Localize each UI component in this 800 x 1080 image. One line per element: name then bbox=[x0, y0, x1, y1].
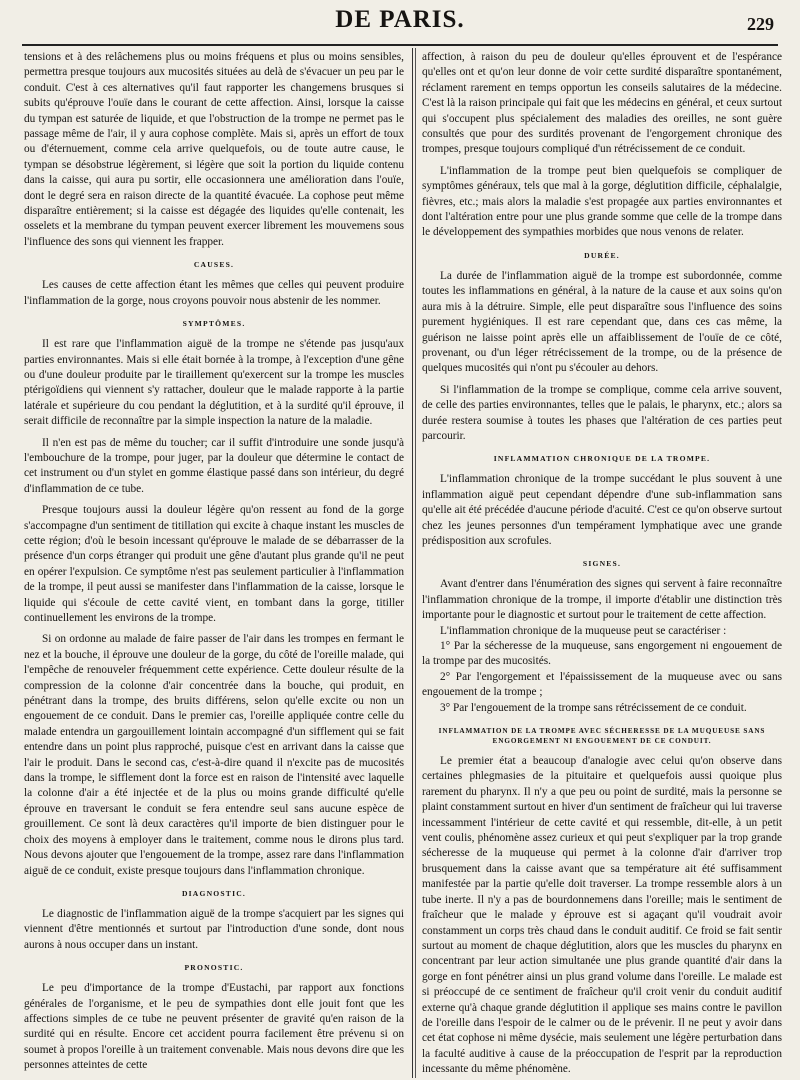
paragraph: Si l'inflammation de la trompe se complique, comme cela arrive souvent, de celle des parties environnantes, telles que le palais, le pharynx, etc.; alors sa durée restera soumise à toutes les phases que l'altération de ces parties peut parcourir. bbox=[422, 383, 782, 442]
right-column bbox=[422, 50, 782, 1078]
paragraph: Avant d'entrer dans l'énumération des signes qui servent à faire reconnaître l'inflammation chronique de la trompe, il importe d'établir une distinction très importante pour le diagnostic et surtout pour le traitement de cette affection. bbox=[422, 578, 782, 622]
paragraph: affection, à raison du peu de douleur qu'elles éprouvent et de l'espérance qu'elles ont et qu'on leur donne de voir cette surdité disparaître spontanément, réclament rarement en temps opportun les conseils salutaires de la médecine. C'est là la raison principale qui fait que les médecins en général, et ceux surtout qui s'occupent plus spécialement des maladies des oreilles, ne sont guère consultés que pour des surdités provenant de l'engorgement chronique des trompes, presque toujours compliqué d'un rétrécissement de ce conduit. bbox=[422, 51, 782, 156]
paragraph: Si on ordonne au malade de faire passer de l'air dans les trompes en fermant le nez et la bouche, il éprouve une douleur de la gorge, du côté de l'oreille malade, qui l'empêche de renouveler fréquemment cette expérience. Cette douleur résulte de la compression de la colonne d'air concentrée dans la bouche, qui produit, en pénétrant dans la trompe, des bruits différens, selon qu'elle excite ou non un engouement de ce conduit. Dans le premier cas, l'oreille appliquée contre celle du malade entendra un gargouillement lointain accompagné d'un sifflement qui se fait entendre dans un point plus rapproché, puisque c'est en arrivant dans la caisse que l'air le produit. Dans le second cas, c'est-à-dire quand il n'excite pas de mucosités dans la trompe, le sifflement dont la force est en raison de l'intensité avec laquelle la colonne d'air a été injectée et de la plus ou moins grande difficulté qu'elle éprouve en traversant le conduit se fera entendre seul sans aucune espèce de grouillement. Ce sont là deux caractères qu'il importe de bien distinguer pour le choix des moyens à employer dans le traitement, comme nous le dirons plus tard. Nous devons ajouter que l'engouement de la trompe, assez rare dans l'inflammation aiguë de ce conduit, existe presque toujours dans l'inflammation chronique. bbox=[24, 633, 404, 877]
paragraph: L'inflammation de la trompe peut bien quelquefois se compliquer de symptômes généraux, tels que mal à la gorge, déglutition difficile, céphalalgie, fièvres, etc.; mais alors la maladie s'est propagée aux parties environnantes et dont l'altération entre pour une plus grande somme que celle de la trompe dans le développement des sympathies morbides que nous venons de relater. bbox=[422, 164, 782, 239]
paragraph: Le diagnostic de l'inflammation aiguë de la trompe s'acquiert par les signes qui viennent d'être mentionnés et surtout par l'introduction d'une sonde, dont nous aurons à nous occuper dans un instant. bbox=[24, 907, 404, 951]
paragraph: Il n'en est pas de même du toucher; car il suffit d'introduire une sonde jusqu'à l'embouchure de la trompe, pour juger, par la douleur que détermine le contact de cet instrument ou d'un stylet en gomme élastique passé dans son intérieur, du degré d'inflammation de ce tube. bbox=[24, 436, 404, 495]
paragraph: La durée de l'inflammation aiguë de la trompe est subordonnée, comme toutes les inflammations en général, à la nature de la cause et aux soins qu'on aura mis à la détruire. Simple, elle peut disparaître sous l'influence des soins purement hygiéniques. Il est rare cependant que, dans ces cas même, la guérison ne laisse point après elle un affaiblissement de l'ouïe de ce côté, provenant, ou d'un léger rétrécissement de la trompe, ou de la présence de quelques mucosités qui n'ont pu s'écouler au dehors. bbox=[422, 269, 782, 375]
paragraph: Les causes de cette affection étant les mêmes que celles qui peuvent produire l'inflammation de la gorge, nous croyons pouvoir nous abstenir de les nommer. bbox=[24, 279, 404, 307]
section-heading-symptomes: SYMPTÔMES. bbox=[182, 319, 246, 329]
section-heading-pronostic: PRONOSTIC. bbox=[184, 963, 244, 973]
section-heading-duree: DURÉE. bbox=[584, 250, 620, 260]
list-item: 2° Par l'engorgement et l'épaississement de la muqueuse avec ou sans engouement de la trompe ; bbox=[422, 670, 782, 699]
list-item: 1° Par la sécheresse de la muqueuse, sans engorgement ni engouement de la trompe par des mucosités. bbox=[422, 640, 782, 668]
section-heading-diagnostic: DIAGNOSTIC. bbox=[181, 888, 247, 898]
section-heading-inflammation-chronique: INFLAMMATION CHRONIQUE DE LA TROMPE. bbox=[493, 454, 711, 464]
column-divider bbox=[412, 48, 413, 1078]
list-item: 3° Par l'engouement de la trompe sans rétrécissement de ce conduit. bbox=[440, 701, 747, 714]
paragraph: L'inflammation chronique de la trompe succédant le plus souvent à une inflammation aiguë peut cependant dépendre d'une sub-inflammation sans qu'elle ait été précédée d'aucune période d'acuité. C'est ce qu'on observe surtout chez les jeunes personnes d'un tempérament lymphatique avec une grande prédisposition aux scrofules. bbox=[422, 473, 782, 547]
paragraph: Presque toujours aussi la douleur légère qu'on ressent au fond de la gorge s'accompagne d'un sentiment de titillation qui excite à chaque instant les muscles de cette région; d'où le besoin incessant qu'éprouve le malade de se débarrasser de la présence d'un corps étranger qui produit une gêne d'autant plus grande qu'il ne peut en opérer l'expulsion. Ce symptôme n'est pas seulement particulier à l'inflammation de la trompe, il peut aussi se manifester dans l'inflammation de la caisse, lorsque le liquide qui s'écoule de cette cavité vient, en tombant dans la gorge, titiller continuellement les environs de la trompe. bbox=[24, 504, 404, 624]
left-column bbox=[24, 50, 404, 1078]
paragraph: Le peu d'importance de la trompe d'Eustachi, par rapport aux fonctions générales de l'organisme, et le peu de sympathies dont elle jouit font que les affections simples de ce tube ne peuvent présenter de gravité qu'en raison de la surdité qui en résulte. Encore cet accident pourra facilement être prévenu si on soumet à propos l'oreille à un traitement convenable. Mais nous devons dire que les personnes atteintes de cette bbox=[24, 982, 404, 1072]
page-number: 229 bbox=[747, 14, 774, 34]
section-heading-secheresse: INFLAMMATION DE LA TROMPE AVEC SÉCHERESSE DE LA MUQUEUSE SANS ENGORGEMENT NI ENGOUEMENT DE CE CONDUIT. bbox=[438, 727, 766, 746]
running-title: DE PARIS. bbox=[335, 6, 465, 33]
paragraph: Il est rare que l'inflammation aiguë de la trompe ne s'étende pas jusqu'aux parties environnantes. Mais si elle était bornée à la trompe, à l'exception d'une gêne ou d'une douleur produite par le tiraillement qu'exercent sur la trompe les muscles ptérigoïdiens qui viennent s'y rattacher, douleur que le malade rapporte à la partie latérale et supérieure du cou pendant la déglutition, et à la surdité qu'il éprouve, il serait difficile de reconnaître par la simple inspection la nature de la maladie. bbox=[24, 338, 404, 428]
page-header bbox=[0, 0, 800, 46]
header-rule bbox=[22, 44, 778, 46]
section-heading-signes: SIGNES. bbox=[582, 559, 622, 569]
paragraph: L'inflammation chronique de la muqueuse peut se caractériser : bbox=[440, 624, 727, 637]
section-heading-causes: CAUSES. bbox=[193, 260, 235, 270]
paragraph: Le premier état a beaucoup d'analogie avec celui qu'on observe dans certaines phlegmasies de la pituitaire et quelquefois aussi quoique plus rarement du pharynx. Il n'y a que peu ou point de surdité, mais la personne se plaint constamment surtout en hiver d'un sentiment de fraîcheur qui lui traverse incessamment l'intérieur de cette cavité et qui ressemble, dit-elle, à un petit vent coulis, phénomène assez curieux et qui peut s'expliquer par la trop grande sécheresse de la muqueuse qui permet à la colonne d'air d'arriver trop brusquement dans la caisse avant que sa température ait été suffisamment manifestée par la partie qu'elle doit traverser. La trompe ressemble alors à un tube inerte. Il n'y a pas de bourdonnemens dans l'oreille; mais le sentiment de fraîcheur que le malade y éprouve est si agaçant qu'il voudrait avoir constamment un corps très chaud dans le conduit auditif. Ce froid se fait sentir surtout au moment de chaque déglutition, alors que les muscles du pharynx en concentrant par leur action simultanée une plus grande quantité d'air dans la gorge en font pénétrer ainsi un plus grand volume dans l'oreille. Le malade est si préoccupé de ce sentiment de fraîcheur qu'il croit venir du conduit auditif externe qu'à chaque grande déglutition il applique ses mains contre le pavillon de l'oreille dans l'espoir de le calmer ou de le prévenir. Il ne peut y avoir dans cet état cophose ni même dysécie, mais seulement une légère perturbation dans la faculté auditive à cause de la préoccupation de l'esprit par la reproduction incessante du même phénomène. bbox=[422, 755, 782, 1076]
paragraph: tensions et à des relâchemens plus ou moins fréquens et plus ou moins sensibles, permettra presque toujours aux mucosités situées au delà de s'évacuer un peu par le conduit. C'est à ces alternatives qu'il faut rapporter les changemens brusques si subits qu'éprouve l'ouïe dans le courant de cette affection. Ainsi, lorsque la caisse du tympan est saturée de liquide, et que l'obstruction de la trompe ne permet pas le passage même de l'air, il y aura cophose complète. Mais si, après un effort de toux ou d'éternuement, comme cela arrive quelquefois, ou de toute autre cause, le tympan se désobstrue légèrement, si légère que soit la portion du liquide contenu dans la caisse, qui aura pu sortir, elle occasionnera une amélioration dans l'ouïe, dont le degré sera en raison directe de la quantité évacuée. La cophose peut même disparaître entièrement; si la caisse est dégagée des liquides qu'elle contenait, les osselets et la membrane du tympan peuvent exercer librement les mouvemens sous l'influence des sons qui viennent les frapper. bbox=[24, 51, 404, 248]
